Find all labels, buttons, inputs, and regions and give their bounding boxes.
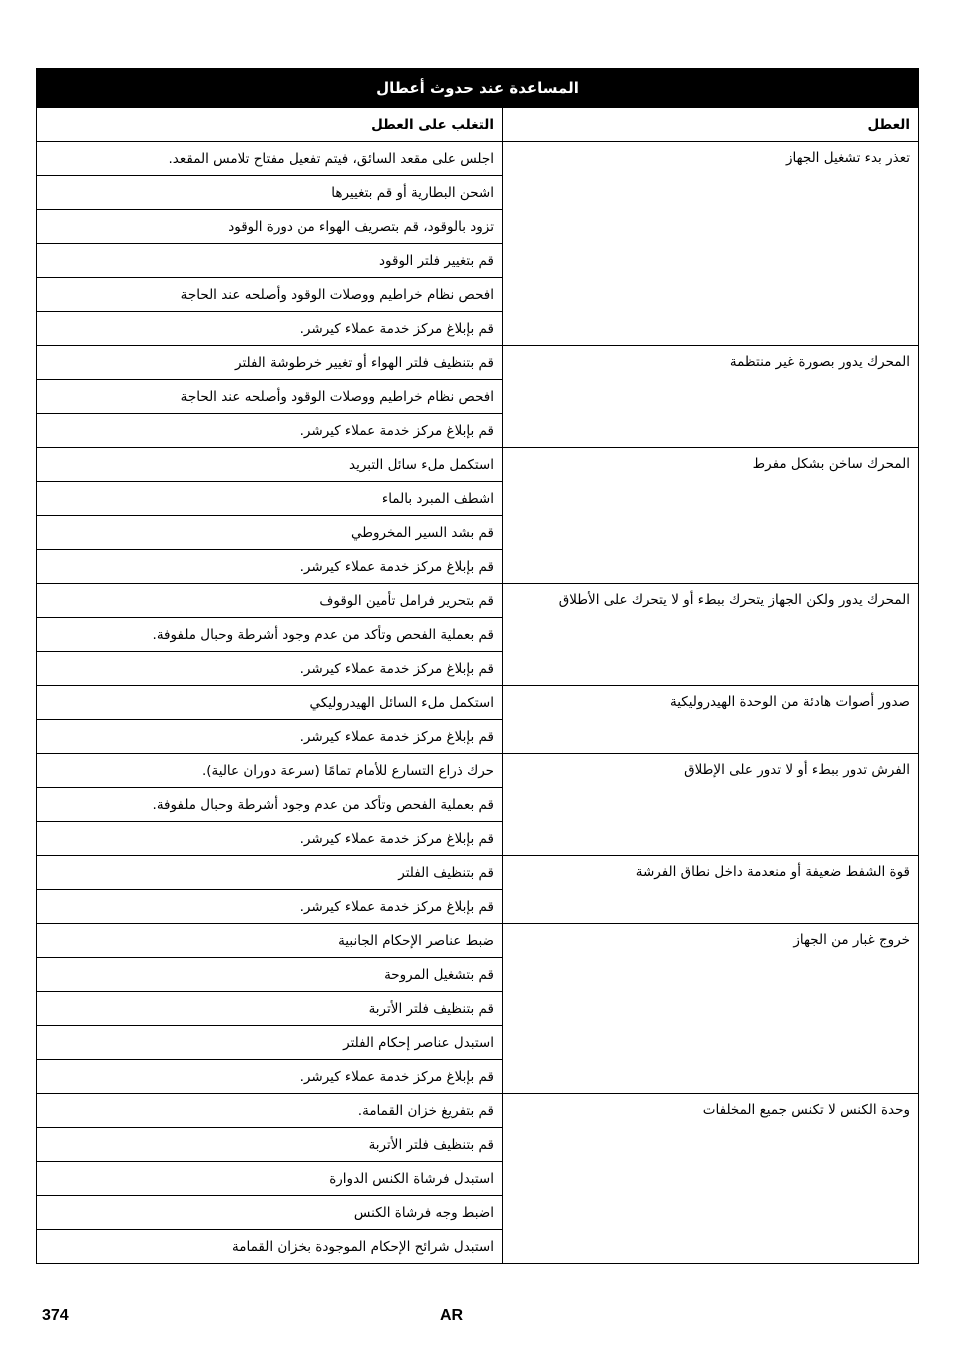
remedy-cell: ضبط عناصر الإحكام الجانبية: [37, 924, 503, 958]
fault-cell: قوة الشفط ضعيفة أو منعدمة داخل نطاق الفرشة: [503, 856, 919, 924]
header-remedy: التغلب على العطل: [37, 108, 503, 142]
remedy-cell: قم بإبلاغ مركز خدمة عملاء كيرشر.: [37, 414, 503, 448]
remedy-cell: قم بإبلاغ مركز خدمة عملاء كيرشر.: [37, 720, 503, 754]
fault-cell: المحرك يدور بصورة غير منتظمة: [503, 346, 919, 448]
remedy-cell: قم بتنظيف الفلتر: [37, 856, 503, 890]
remedy-cell: قم بإبلاغ مركز خدمة عملاء كيرشر.: [37, 652, 503, 686]
remedy-cell: اضبط وجه فرشاة الكنس: [37, 1196, 503, 1230]
table-title-row: [37, 69, 919, 108]
remedy-cell: قم بإبلاغ مركز خدمة عملاء كيرشر.: [37, 822, 503, 856]
remedy-cell: قم بعملية الفحص وتأكد من عدم وجود أشرطة وحبال ملفوفة.: [37, 618, 503, 652]
remedy-cell: قم بتنظيف فلتر الأتربة: [37, 992, 503, 1026]
fault-cell: وحدة الكنس لا تكنس جميع المخلفات: [503, 1094, 919, 1264]
table-row: [37, 448, 919, 482]
fault-cell: الفرش تدور ببطء أو لا تدور على الإطلاق: [503, 754, 919, 856]
remedy-cell: استبدل عناصر إحكام الفلتر: [37, 1026, 503, 1060]
fault-cell: صدور أصوات هادئة من الوحدة الهيدروليكية: [503, 686, 919, 754]
remedy-cell: استكمل ملء سائل التبريد: [37, 448, 503, 482]
table-row: [37, 754, 919, 788]
remedy-cell: قم بتنظيف فلتر الأتربة: [37, 1128, 503, 1162]
table-row: [37, 584, 919, 618]
remedy-cell: قم بإبلاغ مركز خدمة عملاء كيرشر.: [37, 550, 503, 584]
table-row: [37, 142, 919, 176]
remedy-cell: قم بتنظيف فلتر الهواء أو تغيير خرطوشة الفلتر: [37, 346, 503, 380]
remedy-cell: اشحن البطارية أو قم بتغييرها: [37, 176, 503, 210]
remedy-cell: اجلس على مقعد السائق، فيتم تفعيل مفتاح تلامس المقعد.: [37, 142, 503, 176]
remedy-cell: قم بإبلاغ مركز خدمة عملاء كيرشر.: [37, 1060, 503, 1094]
fault-cell: المحرك يدور ولكن الجهاز يتحرك ببطء أو لا يتحرك على الأطلاق: [503, 584, 919, 686]
remedy-cell: اشطف المبرد بالماء: [37, 482, 503, 516]
table-title: المساعدة عند حدوث أعطال: [37, 69, 919, 108]
table-row: [37, 686, 919, 720]
remedy-cell: قم بإبلاغ مركز خدمة عملاء كيرشر.: [37, 890, 503, 924]
troubleshooting-table: [36, 68, 919, 1264]
remedy-cell: قم بعملية الفحص وتأكد من عدم وجود أشرطة وحبال ملفوفة.: [37, 788, 503, 822]
header-fault: العطل: [503, 108, 919, 142]
remedy-cell: قم بإبلاغ مركز خدمة عملاء كيرشر.: [37, 312, 503, 346]
remedy-cell: استكمل ملء السائل الهيدروليكي: [37, 686, 503, 720]
fault-cell: تعذر بدء تشغيل الجهاز: [503, 142, 919, 346]
remedy-cell: قم بتحرير فرامل تأمين الوقوف: [37, 584, 503, 618]
remedy-cell: افحص نظام خراطيم ووصلات الوقود وأصلحه عند الحاجة: [37, 380, 503, 414]
remedy-cell: قم بتفريغ خزان القمامة.: [37, 1094, 503, 1128]
remedy-cell: حرك ذراع التسارع للأمام تمامًا (سرعة دوران عالية).: [37, 754, 503, 788]
page-number: 374: [42, 1307, 69, 1324]
table-row: [37, 924, 919, 958]
remedy-cell: افحص نظام خراطيم ووصلات الوقود وأصلحه عند الحاجة: [37, 278, 503, 312]
table-row: [37, 346, 919, 380]
remedy-cell: استبدل شرائح الإحكام الموجودة بخزان القمامة: [37, 1230, 503, 1264]
fault-cell: خروج غبار من الجهاز: [503, 924, 919, 1094]
table-body: [37, 142, 919, 1264]
remedy-cell: قم بتشغيل المروحة: [37, 958, 503, 992]
remedy-cell: استبدل فرشاة الكنس الدوارة: [37, 1162, 503, 1196]
table-row: [37, 1094, 919, 1128]
remedy-cell: تزود بالوقود، قم بتصريف الهواء من دورة الوقود: [37, 210, 503, 244]
remedy-cell: قم بتغيير فلتر الوقود: [37, 244, 503, 278]
fault-cell: المحرك ساخن بشكل مفرط: [503, 448, 919, 584]
table-header-row: [37, 108, 919, 142]
remedy-cell: قم بشد السير المخروطي: [37, 516, 503, 550]
table-row: [37, 856, 919, 890]
language-code: AR: [440, 1307, 464, 1324]
